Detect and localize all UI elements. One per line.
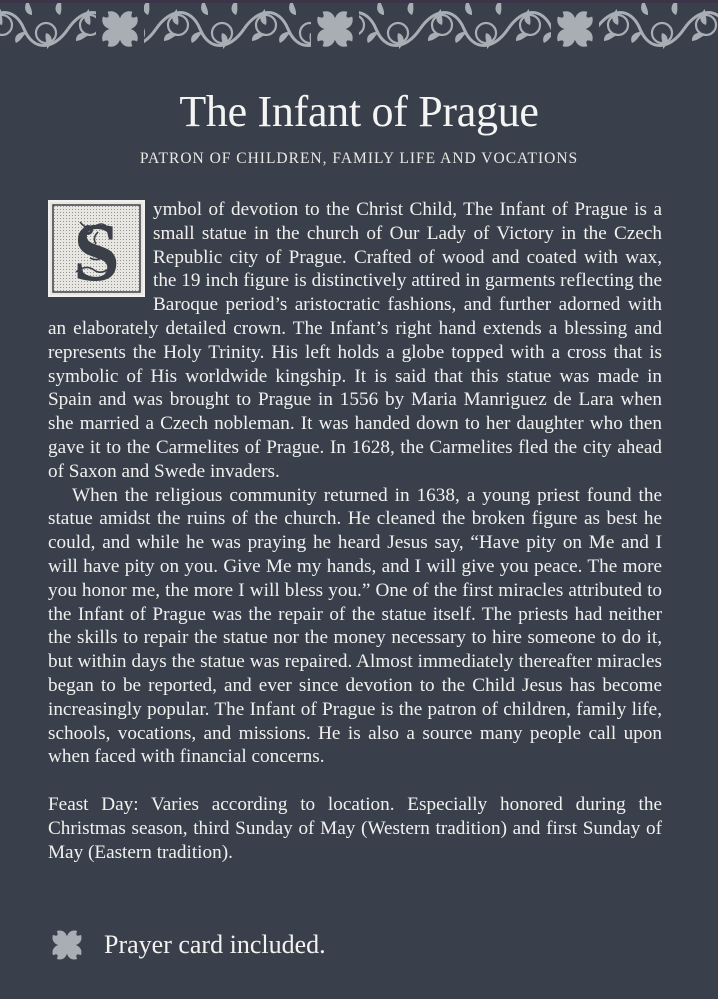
feast-day: Feast Day: Varies according to location. Especially honored during the Christmas season, third Sunday of May (Western tradition) and first Sunday of May (Eastern tradition). [48,793,662,863]
page-subtitle: PATRON OF CHILDREN, FAMILY LIFE AND VOCATIONS [139,150,579,167]
paragraph-2: When the religious community returned in 1638, a young priest found the statue amidst the ruins of the church. He cleaned the broken figure as best he could, and while he was praying he heard Jesus say, “Have pity on Me and I will have pity on you. Give Me my hands, and I will give you peace. The more you honor me, the more I will bless you.” One of the first miracles attributed to the Infant of Prague was the repair of the statue itself. The priests had neither the skills to repair the statue nor the money necessary to hire someone to do it, but within days the statue was repaired. Almost immediately thereafter miracles began to be reported, and ever since devotion to the Child Jesus has become increasingly popular. The Infant of Prague is the patron of children, family life, schools, vocations, and missions. He is also a source many people call upon when faced with financial concerns. [48,484,662,768]
page-title: The Infant of Prague [179,87,539,136]
drop-cap [48,200,145,297]
vine-scroll [0,3,68,49]
scroll-vine-border-icon [0,3,718,55]
paragraph-1-text: ymbol of devotion to the Christ Child, The Infant of Prague is a small statue in the church of Our Lady of Victory in the Czech Republic city of Prague. Crafted of wood and coated with wax, the 19 inch figure is distinctively attired in garments reflecting the Baroque period’s aristocratic fashions, and further adorned with an elaborately detailed crown. The Infant’s right hand extends a blessing and represents the Holy Trinity. His left holds a globe topped with a cross that is symbolic of His worldwide kingship. It is said that this statue was made in Spain and was brought to Prague in 1556 by Maria Manriguez de Lara when she married a Czech nobleman. It was handed down to her daughter who then gave it to the Carmelites of Prague. In 1628, the Carmelites fled the city ahead of Saxon and Swede invaders. [48,199,662,482]
fleuron-cross-icon [48,926,86,964]
vine-scroll [420,3,508,49]
prayer-card-label: Prayer card included. [104,930,326,959]
vine-scroll [596,3,684,49]
vine-scroll [156,3,244,49]
illuminated-s-icon [50,202,143,295]
body-text [48,198,662,864]
paragraph-1 [48,198,662,484]
ornamental-border [0,3,718,55]
vine-scroll [684,3,718,49]
footer-note [48,925,326,965]
svg-text:S: S [73,206,120,295]
